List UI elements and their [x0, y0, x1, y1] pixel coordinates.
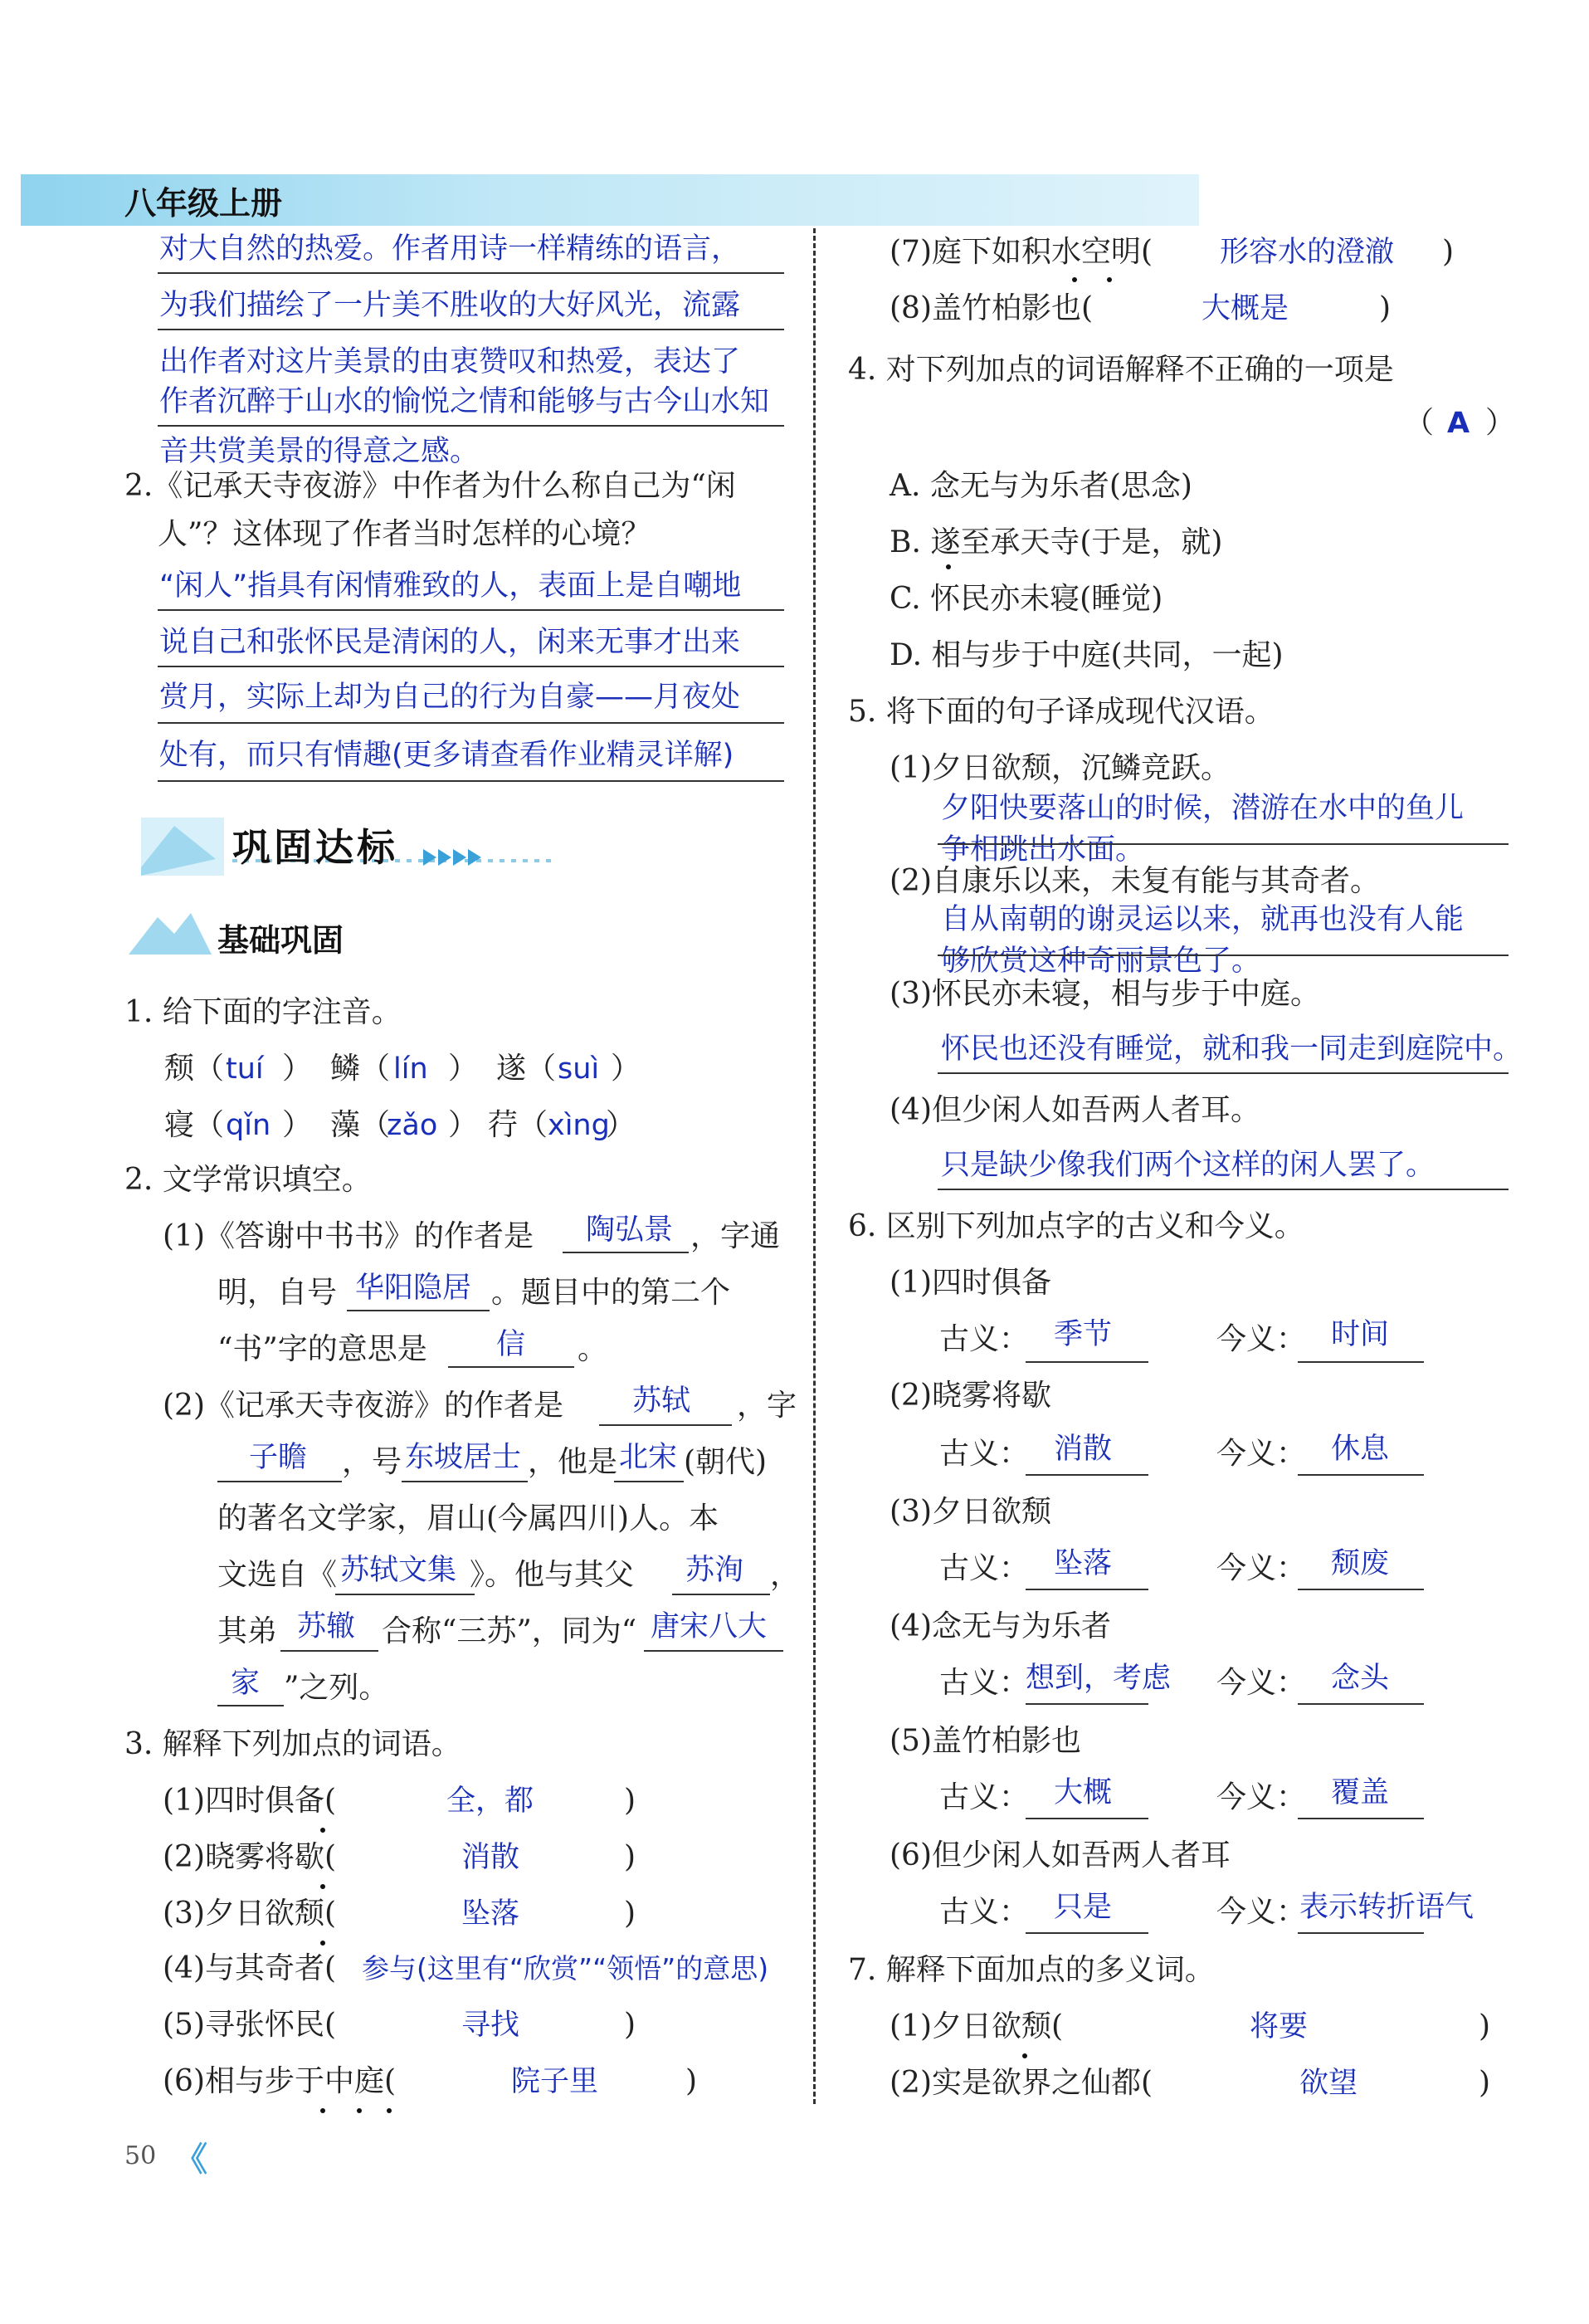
- fill-text: ，号: [342, 1445, 402, 1479]
- item-text: (4)与其奇者(: [163, 1951, 337, 1985]
- question-text: 7. 解释下面加点的多义词。: [848, 1953, 1215, 1987]
- option-text: C. 怀民亦未寝(睡觉): [890, 582, 1163, 616]
- bracket: ): [624, 1840, 636, 1874]
- gu-label: 古义：: [939, 1780, 1030, 1814]
- jin-label: 今义：: [1216, 1780, 1307, 1814]
- bracket: ): [624, 1784, 636, 1818]
- option-text: B. 遂至承天寺(于是，就): [890, 525, 1223, 559]
- jin-label: 今义：: [1216, 1551, 1307, 1585]
- fill-text: ，字: [737, 1389, 797, 1423]
- bracket: ）: [1485, 406, 1516, 440]
- section-title: 巩固达标: [232, 825, 398, 870]
- item-text: (3)怀民亦未寝，相与步于中庭。: [890, 977, 1320, 1011]
- item-text: (1)四时俱备(: [163, 1784, 337, 1818]
- answer-line: 为我们描绘了一片美不胜收的大好风光，流露: [159, 289, 741, 322]
- header-title: 八年级上册: [124, 185, 283, 222]
- bracket: ): [1479, 2066, 1491, 2100]
- translation-answer: 争相跳出水面。: [941, 833, 1145, 867]
- subsection-icon: [124, 905, 216, 963]
- answer-line: 作者沉醉于山水的愉悦之情和能够与古今山水知: [159, 385, 770, 418]
- item-text: (8)盖竹柏影也(: [890, 291, 1094, 325]
- char-label: 遂（: [496, 1052, 557, 1086]
- fill-answer: 信: [496, 1328, 526, 1361]
- item-text: (3)夕日欲颓(: [163, 1897, 337, 1931]
- jin-answer: 覆盖: [1331, 1776, 1390, 1809]
- fill-answer: 苏轼文集: [340, 1554, 457, 1587]
- choice-answer: A: [1447, 407, 1470, 440]
- jin-answer: 休息: [1331, 1433, 1390, 1466]
- item-text: (5)寻张怀民(: [163, 2008, 337, 2042]
- item-text: (5)盖竹柏影也: [890, 1724, 1081, 1758]
- answer-line: 对大自然的热爱。作者用诗一样精练的语言，: [159, 232, 741, 266]
- fill-text: ”之列。: [284, 1671, 389, 1705]
- page-number: 50: [124, 2141, 157, 2170]
- item-text: (6)但少闲人如吾两人者耳: [890, 1838, 1231, 1872]
- translation-answer: 怀民也还没有睡觉，就和我一同走到庭院中。: [941, 1033, 1523, 1066]
- fill-text: “书”字的意思是: [217, 1332, 427, 1366]
- question-text: 4. 对下列加点的词语解释不正确的一项是: [848, 353, 1394, 387]
- bracket: ): [624, 2008, 636, 2042]
- gu-answer: 坠落: [1054, 1547, 1113, 1580]
- gu-answer: 大概: [1054, 1776, 1113, 1809]
- translation-answer: 自从南朝的谢灵运以来，就再也没有人能: [941, 903, 1465, 936]
- item-text: (3)夕日欲颓: [890, 1495, 1051, 1529]
- fill-answer: 东坡居士: [405, 1441, 522, 1474]
- bracket: ): [1479, 2009, 1491, 2043]
- bracket: ）: [606, 1108, 636, 1142]
- char-label: 颓（: [164, 1052, 225, 1086]
- pinyin-answer: qǐn: [226, 1109, 271, 1142]
- fill-text: 的著名文学家，眉山(今属四川)人。本: [217, 1501, 719, 1536]
- fill-text: 。: [578, 1332, 608, 1366]
- pinyin-answer: tuí: [226, 1052, 264, 1086]
- fill-answer: 唐宋八大: [651, 1610, 768, 1643]
- gu-answer: 消散: [1054, 1433, 1113, 1466]
- question-text: 2.《记承天寺夜游》中作者为什么称自己为“闲: [124, 469, 736, 503]
- item-text: (4)念无与为乐者: [890, 1609, 1111, 1643]
- translation-answer: 够欣赏这种奇丽景色了。: [941, 945, 1261, 978]
- gu-answer: 季节: [1054, 1318, 1113, 1351]
- fill-answer: 苏辙: [297, 1610, 356, 1643]
- question-text: 5. 将下面的句子译成现代汉语。: [848, 695, 1275, 729]
- jin-answer: 时间: [1331, 1318, 1390, 1351]
- jin-answer: 表示转折语气: [1299, 1891, 1474, 1924]
- answer-line: 出作者对这片美景的由衷赞叹和热爱，表达了: [159, 345, 741, 378]
- bracket: ）: [448, 1108, 479, 1142]
- item-text: (2)自康乐以来，未复有能与其奇者。: [890, 864, 1380, 898]
- gu-label: 古义：: [939, 1437, 1030, 1471]
- item-answer: 寻找: [461, 2009, 520, 2042]
- fill-text: 。题目中的第二个: [491, 1276, 731, 1310]
- bracket: ): [685, 2064, 698, 2098]
- jin-answer: 颓废: [1331, 1547, 1390, 1580]
- gu-label: 古义：: [939, 1551, 1030, 1585]
- question-text: 2. 文学常识填空。: [124, 1163, 372, 1197]
- translation-answer: 夕阳快要落山的时候，潜游在水中的鱼儿: [941, 792, 1465, 825]
- item-answer: 大概是: [1201, 292, 1289, 325]
- fill-answer: 陶弘景: [586, 1213, 674, 1247]
- fill-answer: 苏轼: [632, 1384, 691, 1418]
- question-text: 1. 给下面的字注音。: [124, 995, 402, 1029]
- item-answer: 坠落: [461, 1897, 520, 1931]
- fill-answer: 子瞻: [249, 1441, 308, 1474]
- fill-text: 其弟: [217, 1614, 278, 1648]
- gu-label: 古义：: [939, 1666, 1030, 1700]
- char-label: 荇（: [488, 1108, 548, 1142]
- question-text: 人”？这体现了作者当时怎样的心境？: [158, 517, 651, 551]
- gu-answer: 只是: [1054, 1891, 1113, 1924]
- fill-answer: 北宋: [619, 1441, 678, 1474]
- jin-label: 今义：: [1216, 1895, 1307, 1929]
- jin-answer: 念头: [1331, 1662, 1390, 1695]
- item-text: (2)晓雾将歇(: [163, 1840, 337, 1874]
- fill-text: 合称“三苏”，同为“: [382, 1614, 637, 1648]
- fill-answer: 苏洵: [685, 1554, 744, 1587]
- char-label: 寝（: [164, 1108, 225, 1142]
- translation-answer: 只是缺少像我们两个这样的闲人罢了。: [941, 1149, 1435, 1182]
- fill-text: (2)《记承天寺夜游》的作者是: [163, 1389, 563, 1423]
- fill-text: 》。他与其父: [470, 1558, 635, 1592]
- question-text: 6. 区别下列加点字的古义和今义。: [848, 1209, 1304, 1243]
- bracket: （: [1404, 406, 1435, 440]
- bracket: ）: [448, 1052, 479, 1086]
- fill-text: ，字通: [690, 1219, 781, 1253]
- item-answer: 欲望: [1299, 2067, 1358, 2100]
- jin-label: 今义：: [1216, 1322, 1307, 1356]
- item-text: (2)晓雾将歇: [890, 1379, 1051, 1413]
- fill-answer: 华阳隐居: [355, 1272, 472, 1305]
- bracket: ）: [282, 1108, 313, 1142]
- bracket: ): [624, 1897, 636, 1931]
- fill-text: (朝代): [684, 1445, 768, 1479]
- item-text: (2)实是欲界之仙都(: [890, 2066, 1153, 2100]
- item-answer: 参与(这里有“欣赏”“领悟”的意思): [362, 1952, 769, 1985]
- fill-text: (1)《答谢中书书》的作者是: [163, 1219, 534, 1253]
- option-text: A. 念无与为乐者(思念): [890, 469, 1192, 503]
- pinyin-answer: suì: [558, 1052, 600, 1086]
- question-text: 3. 解释下列加点的词语。: [124, 1727, 461, 1761]
- gu-label: 古义：: [939, 1895, 1030, 1929]
- bracket: ）: [282, 1052, 313, 1086]
- answer-line: 说自己和张怀民是清闲的人，闲来无事才出来: [159, 626, 741, 659]
- jin-label: 今义：: [1216, 1666, 1307, 1700]
- item-answer: 形容水的澄澈: [1220, 236, 1395, 269]
- pinyin-answer: zǎo: [387, 1109, 438, 1142]
- answer-line: 音共赏美景的得意之感。: [159, 435, 480, 468]
- fill-text: ，: [770, 1558, 801, 1592]
- bracket: ）: [611, 1052, 641, 1086]
- item-text: (1)夕日欲颓，沉鳞竞跃。: [890, 751, 1231, 785]
- item-answer: 院子里: [511, 2065, 599, 2098]
- item-text: (1)夕日欲颓(: [890, 2009, 1064, 2043]
- answer-line: 处有，而只有情趣(更多请查看作业精灵详解): [159, 739, 734, 772]
- option-text: D. 相与步于中庭(共同，一起): [890, 638, 1284, 672]
- item-answer: 消散: [461, 1841, 520, 1874]
- item-text: (1)四时俱备: [890, 1266, 1051, 1300]
- column-divider: [813, 228, 816, 2104]
- answer-line: 赏月，实际上却为自己的行为自豪——月夜处: [159, 681, 741, 714]
- bracket: ): [1379, 291, 1392, 325]
- page-arrow-icon: 《: [174, 2141, 207, 2179]
- pinyin-answer: xìng: [548, 1109, 610, 1142]
- item-text: (6)相与步于中庭(: [163, 2064, 397, 2098]
- subsection-title: 基础巩固: [217, 922, 344, 959]
- item-text: (4)但少闲人如吾两人者耳。: [890, 1093, 1260, 1127]
- char-label: 鳞（: [330, 1052, 391, 1086]
- gu-label: 古义：: [939, 1322, 1030, 1356]
- item-answer: 全，都: [446, 1784, 534, 1818]
- item-text: (7)庭下如积水空明(: [890, 235, 1153, 269]
- fill-answer: 家: [231, 1667, 261, 1700]
- fill-text: ，他是: [528, 1445, 618, 1479]
- answer-line: “闲人”指具有闲情雅致的人，表面上是自嘲地: [159, 569, 742, 603]
- jin-label: 今义：: [1216, 1437, 1307, 1471]
- fill-text: 明，自号: [217, 1276, 338, 1310]
- fill-text: 文选自《: [217, 1558, 338, 1592]
- bracket: ): [1442, 235, 1455, 269]
- pinyin-answer: lín: [393, 1052, 428, 1086]
- char-label: 藻（: [330, 1108, 391, 1142]
- item-answer: 将要: [1250, 2010, 1309, 2043]
- gu-answer: 想到，考虑: [1026, 1662, 1172, 1695]
